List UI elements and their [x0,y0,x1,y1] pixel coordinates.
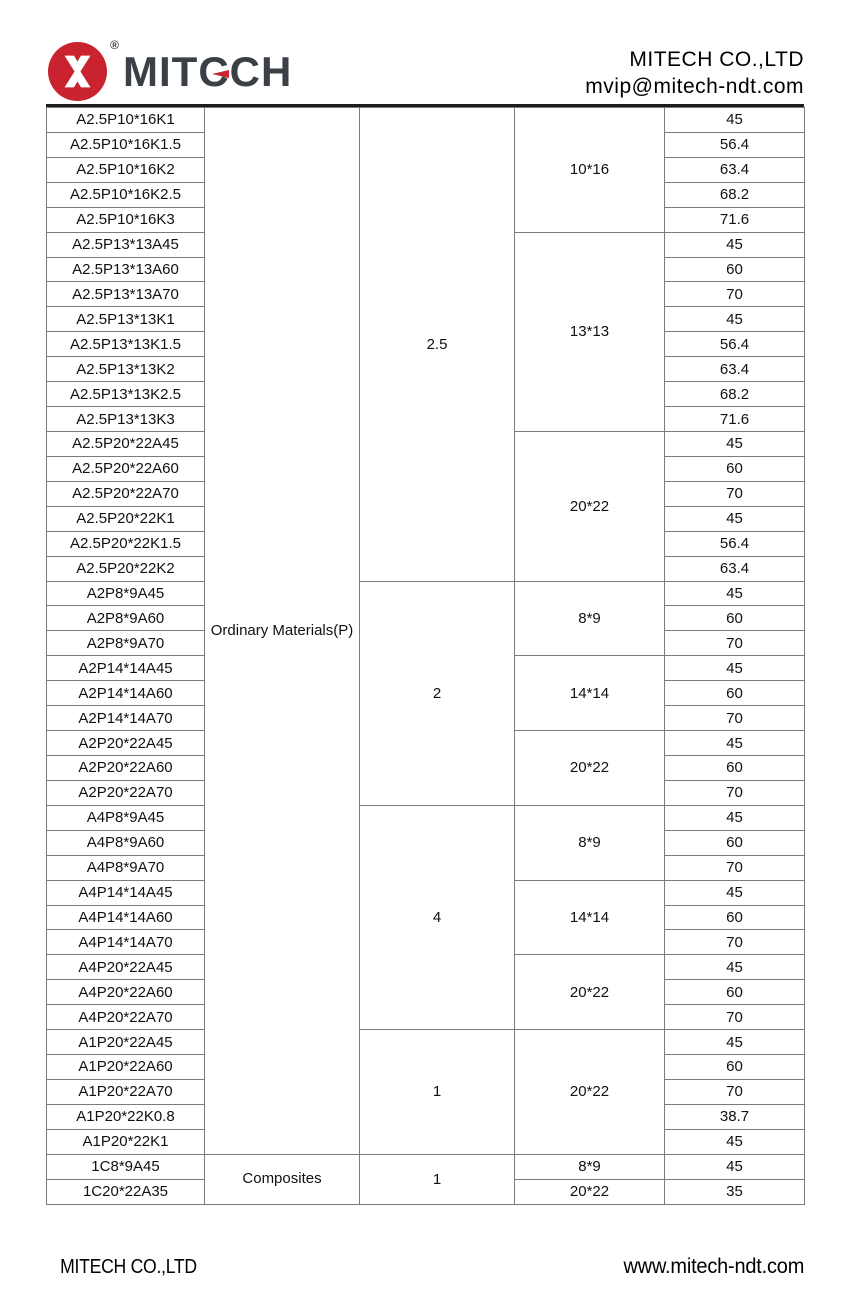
cell-model: A2P20*22A70 [47,780,205,805]
cell-angle: 60 [665,980,805,1005]
cell-size: 8*9 [515,581,665,656]
cell-frequency: 4 [360,805,515,1029]
cell-model: A2.5P13*13A70 [47,282,205,307]
cell-angle: 70 [665,1079,805,1104]
cell-frequency: 1 [360,1030,515,1155]
spec-table-body [47,108,805,1205]
cell-angle: 60 [665,606,805,631]
cell-angle: 45 [665,307,805,332]
table-row [47,805,805,830]
cell-size: 20*22 [515,731,665,806]
registered-trademark-symbol: ® [110,38,119,52]
logo-red-arrow-icon [212,70,229,78]
cell-size: 14*14 [515,880,665,955]
cell-angle: 45 [665,880,805,905]
cell-angle: 70 [665,631,805,656]
cell-model: A4P20*22A45 [47,955,205,980]
cell-model: A2.5P13*13K2.5 [47,382,205,407]
cell-angle: 35 [665,1179,805,1204]
mitech-logo-icon [48,38,119,101]
cell-size: 20*22 [515,431,665,581]
cell-angle: 45 [665,1030,805,1055]
cell-size: 13*13 [515,232,665,431]
logo-stylized-e [198,47,230,95]
cell-angle: 60 [665,905,805,930]
cell-model: A2.5P10*16K1.5 [47,132,205,157]
cell-model: A2.5P10*16K3 [47,207,205,232]
footer-website: www.mitech-ndt.com [623,1254,804,1278]
cell-model: A1P20*22A45 [47,1030,205,1055]
cell-angle: 60 [665,830,805,855]
mitech-logo [48,38,293,101]
table-row [47,108,805,133]
cell-angle: 71.6 [665,407,805,432]
cell-model: A2.5P20*22A60 [47,456,205,481]
cell-model: 1C20*22A35 [47,1179,205,1204]
cell-angle: 70 [665,780,805,805]
cell-model: A2.5P20*22A45 [47,431,205,456]
cell-model: A2.5P13*13K1 [47,307,205,332]
cell-size: 20*22 [515,1179,665,1204]
cell-angle: 45 [665,506,805,531]
logo-text-right: CH [229,47,293,95]
cell-model: A2.5P20*22A70 [47,481,205,506]
cell-model: 1C8*9A45 [47,1154,205,1179]
logo-text-left: MIT [123,47,199,95]
cell-model: A4P8*9A60 [47,830,205,855]
cell-angle: 45 [665,431,805,456]
probe-spec-table [46,107,805,1205]
cell-size: 20*22 [515,1030,665,1155]
cell-model: A2.5P10*16K2.5 [47,182,205,207]
cell-size: 10*16 [515,108,665,233]
page-footer [46,1255,804,1279]
cell-angle: 56.4 [665,332,805,357]
cell-model: A2.5P20*22K2 [47,556,205,581]
cell-model: A2.5P13*13K1.5 [47,332,205,357]
cell-model: A2P14*14A70 [47,706,205,731]
cell-model: A1P20*22A70 [47,1079,205,1104]
cell-angle: 60 [665,681,805,706]
page-header [46,0,804,104]
logo-e-glyph: C [198,47,230,95]
table-row [47,1154,805,1179]
cell-angle: 45 [665,656,805,681]
cell-model: A4P14*14A70 [47,930,205,955]
cell-angle: 45 [665,1154,805,1179]
header-company-name: MITECH CO.,LTD [629,48,804,71]
cell-material: Composites [205,1154,360,1204]
cell-size: 8*9 [515,1154,665,1179]
cell-angle: 70 [665,930,805,955]
cell-model: A2P8*9A45 [47,581,205,606]
cell-angle: 68.2 [665,382,805,407]
cell-model: A4P14*14A60 [47,905,205,930]
cell-model: A4P8*9A70 [47,855,205,880]
cell-angle: 60 [665,456,805,481]
cell-model: A2P8*9A70 [47,631,205,656]
cell-model: A1P20*22K0.8 [47,1104,205,1129]
cell-model: A2.5P10*16K2 [47,157,205,182]
cell-model: A2.5P20*22K1.5 [47,531,205,556]
cell-angle: 45 [665,1129,805,1154]
logo-bowtie-icon [48,42,107,101]
cell-angle: 45 [665,581,805,606]
cell-angle: 70 [665,282,805,307]
cell-size: 8*9 [515,805,665,880]
cell-angle: 60 [665,755,805,780]
cell-model: A2P14*14A60 [47,681,205,706]
cell-frequency: 2 [360,581,515,805]
cell-angle: 63.4 [665,157,805,182]
cell-model: A2.5P13*13A45 [47,232,205,257]
cell-model: A2P8*9A60 [47,606,205,631]
cell-angle: 45 [665,955,805,980]
cell-angle: 56.4 [665,531,805,556]
cell-angle: 56.4 [665,132,805,157]
cell-angle: 45 [665,232,805,257]
cell-angle: 68.2 [665,182,805,207]
cell-model: A2.5P13*13A60 [47,257,205,282]
table-row [47,1030,805,1055]
cell-size: 14*14 [515,656,665,731]
cell-frequency: 1 [360,1154,515,1204]
cell-model: A2P14*14A45 [47,656,205,681]
cell-model: A2.5P20*22K1 [47,506,205,531]
cell-angle: 70 [665,855,805,880]
cell-angle: 45 [665,731,805,756]
cell-model: A4P8*9A45 [47,805,205,830]
cell-angle: 60 [665,1055,805,1080]
header-contact-block [585,46,804,100]
cell-model: A1P20*22A60 [47,1055,205,1080]
cell-angle: 70 [665,481,805,506]
cell-angle: 70 [665,706,805,731]
logo-wordmark [123,47,293,95]
cell-size: 20*22 [515,955,665,1030]
cell-model: A2P20*22A45 [47,731,205,756]
cell-frequency: 2.5 [360,108,515,582]
footer-company-name: MITECH CO.,LTD [60,1255,197,1278]
cell-model: A4P20*22A70 [47,1005,205,1030]
header-email: mvip@mitech-ndt.com [585,75,804,98]
cell-angle: 45 [665,805,805,830]
table-row [47,581,805,606]
cell-angle: 71.6 [665,207,805,232]
cell-model: A4P14*14A45 [47,880,205,905]
cell-model: A4P20*22A60 [47,980,205,1005]
cell-material: Ordinary Materials(P) [205,108,360,1155]
cell-model: A1P20*22K1 [47,1129,205,1154]
cell-angle: 63.4 [665,357,805,382]
cell-angle: 38.7 [665,1104,805,1129]
cell-model: A2P20*22A60 [47,755,205,780]
cell-angle: 70 [665,1005,805,1030]
cell-angle: 63.4 [665,556,805,581]
cell-model: A2.5P13*13K2 [47,357,205,382]
cell-angle: 60 [665,257,805,282]
cell-model: A2.5P10*16K1 [47,108,205,133]
cell-angle: 45 [665,108,805,133]
cell-model: A2.5P13*13K3 [47,407,205,432]
